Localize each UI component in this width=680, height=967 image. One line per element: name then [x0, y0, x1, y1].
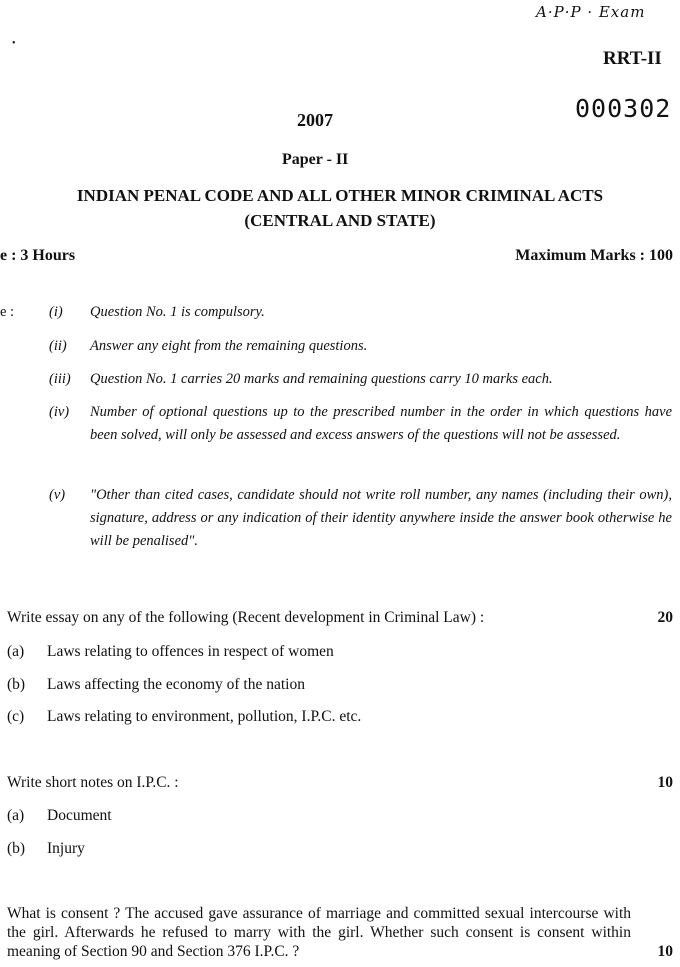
question-marks: 10 — [657, 774, 673, 791]
maximum-marks: Maximum Marks : 100 — [515, 247, 673, 264]
question-text: Write essay on any of the following (Recent development in Criminal Law) : — [7, 609, 485, 626]
instruction-number: (iv) — [49, 404, 70, 420]
instruction-text: Question No. 1 is compulsory. — [90, 304, 265, 320]
instruction-text: "Other than cited cases, candidate should not write roll number, any names (including their own), signature, address or any indication of their identity anywhere inside the answer book otherwise he will be penalised". — [90, 487, 672, 549]
instruction-text: Number of optional questions up to the prescribed number in the order in which questions have been solved, will only be assessed and excess answers of the questions will not be assessed. — [90, 404, 672, 443]
instruction-text: Answer any eight from the remaining questions. — [90, 338, 368, 354]
question-marks: 10 — [657, 943, 673, 960]
handwritten-note: A·P·P · Exam — [536, 3, 646, 21]
question-part-text: Laws relating to environment, pollution, I.P.C. etc. — [47, 708, 362, 725]
question-part-text: Document — [47, 807, 112, 824]
question-part-label: (a) — [7, 807, 25, 824]
question-marks: 20 — [657, 609, 673, 626]
time-allowed: e : 3 Hours — [0, 247, 76, 264]
question-part-text: Injury — [47, 840, 85, 857]
instruction-number: (ii) — [49, 338, 67, 354]
question-text: What is consent ? The accused gave assurance of marriage and committed sexual intercourse with the girl. Afterwards he refused to marry with the girl. Whether such consent is consent within meaning of Section 90 and Section 376 I.P.C. ? — [7, 905, 631, 960]
question-part-label: (b) — [7, 840, 26, 857]
paper-code: RRT-II — [603, 48, 662, 69]
serial-number: 000302 — [575, 94, 672, 123]
question-part-label: (b) — [7, 676, 26, 693]
paper-title-line1: INDIAN PENAL CODE AND ALL OTHER MINOR CRIMINAL ACTS — [76, 186, 604, 205]
instruction-number: (v) — [49, 487, 66, 503]
question-part-label: (a) — [7, 643, 25, 660]
exam-year: 2007 — [297, 110, 333, 130]
instruction-number: (iii) — [49, 371, 71, 387]
instruction-number: (i) — [49, 304, 63, 320]
question-part-text: Laws relating to offences in respect of women — [47, 643, 334, 660]
instructions-prefix: e : — [0, 304, 15, 320]
question-text: Write short notes on I.P.C. : — [7, 774, 179, 791]
question-part-text: Laws affecting the economy of the nation — [47, 676, 305, 693]
paper-title-line2: (CENTRAL AND STATE) — [244, 211, 436, 230]
instruction-text: Question No. 1 carries 20 marks and remaining questions carry 10 marks each. — [90, 371, 553, 387]
paper-number: Paper - II — [282, 151, 349, 168]
margin-dot: • — [12, 38, 16, 49]
question-part-label: (c) — [7, 708, 25, 725]
